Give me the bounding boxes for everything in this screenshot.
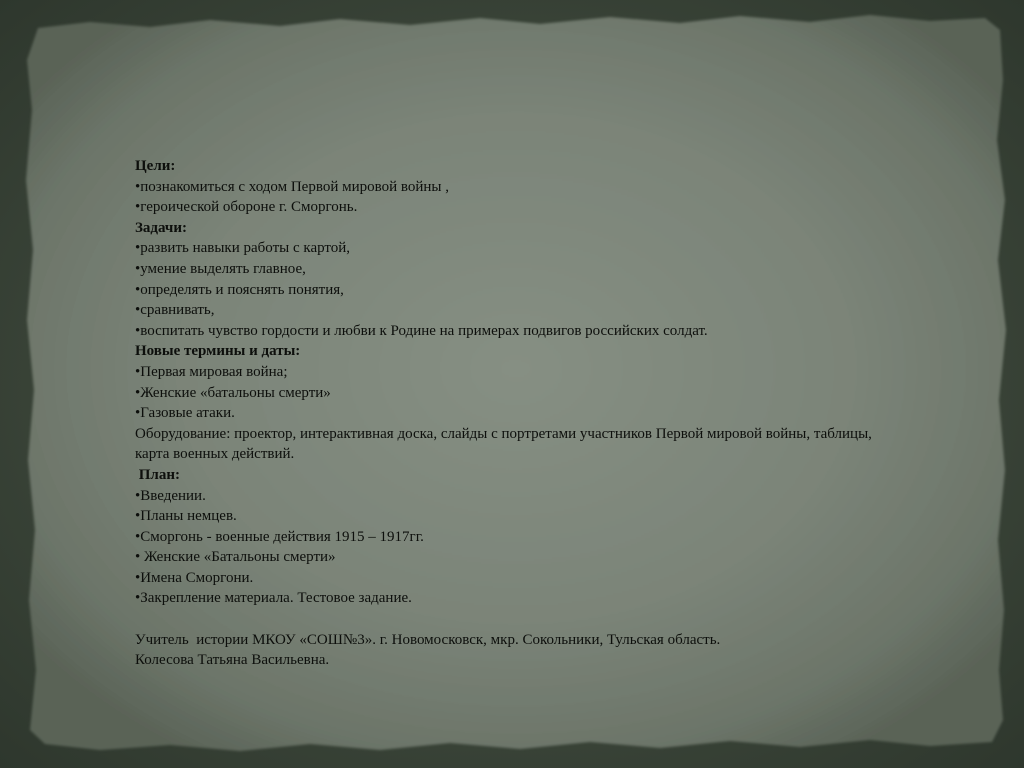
terms-heading: Новые термины и даты: — [135, 343, 301, 360]
goals-heading: Цели: — [135, 158, 176, 174]
task-item: •воспитать чувство гордости и любви к Родине на примерах подвигов российских солдат. — [135, 322, 708, 339]
plan-item: •Планы немцев. — [135, 508, 237, 525]
plan-heading: План: — [135, 466, 180, 483]
author-name: Колесова Татьяна Васильевна. — [135, 652, 330, 669]
term-item: •Женские «батальоны смерти» — [135, 384, 331, 401]
term-item: •Газовые атаки. — [135, 405, 235, 422]
equipment-text: Оборудование: проектор, интерактивная доска, слайды с портретами участников Первой мировой войны, таблицы, карта военных действий. — [135, 425, 872, 463]
goal-item: •познакомиться с ходом Первой мировой войны , — [135, 178, 449, 195]
author-line: Учитель истории МКОУ «СОШ№3». г. Новомосковск, мкр. Сокольники, Тульская область. — [135, 631, 721, 648]
plan-item: •Имена Сморгони. — [135, 569, 254, 586]
term-item: •Первая мировая война; — [135, 363, 288, 380]
spacer — [135, 609, 875, 630]
task-item: •развить навыки работы с картой, — [135, 240, 351, 257]
goal-item: •героической обороне г. Сморгонь. — [135, 199, 358, 216]
plan-item: •Сморгонь - военные действия 1915 – 1917гг. — [135, 528, 424, 545]
task-item: •сравнивать, — [135, 302, 215, 319]
lesson-plan-text — [135, 156, 875, 671]
plan-item: •Закрепление материала. Тестовое задание. — [135, 590, 412, 607]
task-item: •определять и пояснять понятия, — [135, 281, 344, 298]
plan-item: •Введении. — [135, 487, 206, 504]
tasks-heading: Задачи: — [135, 219, 188, 236]
plan-item: • Женские «Батальоны смерти» — [135, 549, 336, 566]
task-item: •умение выделять главное, — [135, 260, 306, 277]
